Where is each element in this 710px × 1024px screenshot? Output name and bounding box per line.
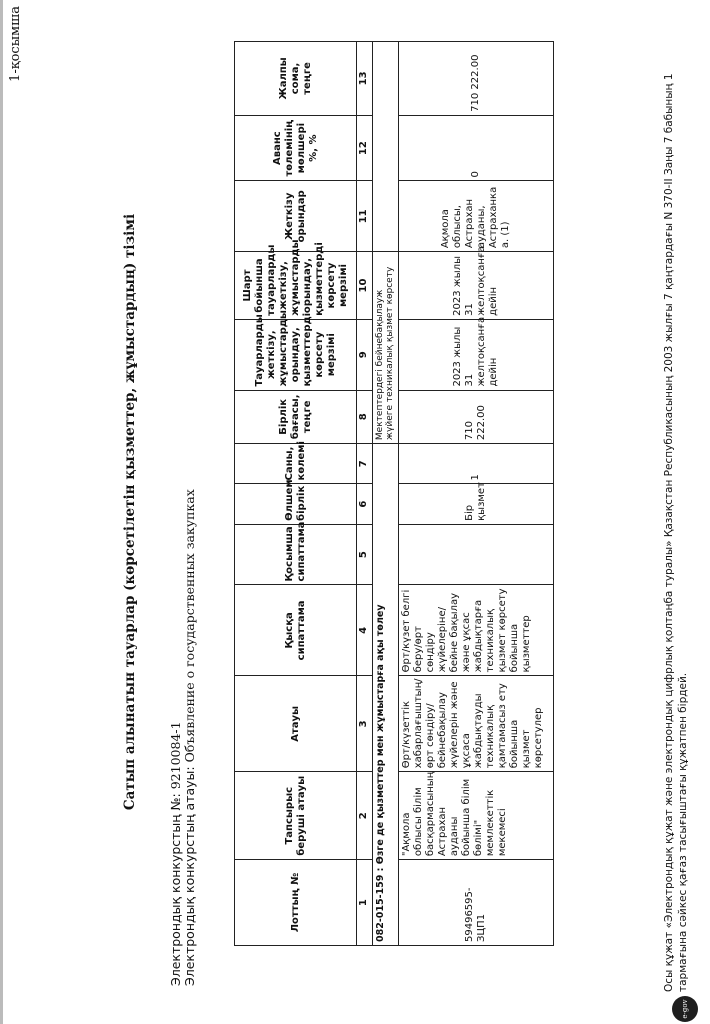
column-number: 10: [357, 252, 373, 320]
col-header: Жалпы сома, теңге: [235, 42, 357, 116]
item-name: Өрт/күзеттік хабарлағыштың/өрт сөндіру/бейнебақылау жүйелерін және ұқсаса жабдықтауды техникалық қамтамасыз ету бойынша қызмет көрсетулер: [398, 676, 553, 772]
col-header: Қысқа сипаттама: [235, 585, 357, 676]
page-title: Сатып алынатын тауарлар (көрсетілетін қызметтер, жұмыстардың) тізімі: [122, 213, 138, 811]
total-sum: 710 222.00: [398, 42, 553, 116]
column-number: 12: [357, 115, 373, 181]
table-row: [398, 42, 553, 946]
short-description: Өрт/күзет белгі беру/өрт сөндіру жүйелеріне/бейне бақылау және ұқсас жабдықтарға техникалық қызмет көрсету бойынша қызметтер: [398, 585, 553, 676]
col-header: Тауарларды жеткізу, жұмыстарды орындау, қызметтерді көрсету мерзімі: [235, 319, 357, 390]
column-number: 4: [357, 585, 373, 676]
contest-name: Объявление о государственных закупках: [182, 489, 197, 763]
customer-name: "Ақмола облысы білім басқармасының Астрахан ауданы бойынша білім бөлімі" мемлекеттік мекемесі: [398, 772, 553, 860]
contest-name-line: [182, 489, 197, 986]
unit: Бір қызмет: [398, 484, 553, 524]
section-code-name: 082-015-159 : Өзге де қызметтер мен жұмыстарға ақы төлеу: [373, 444, 399, 946]
contest-number-line: [168, 721, 183, 986]
contest-number: 9210084-1: [168, 721, 183, 790]
unit-price: 710 222.00: [398, 390, 553, 444]
column-number: 7: [357, 444, 373, 484]
section-empty-cell: [373, 42, 399, 252]
col-header: Саны, көлемі: [235, 444, 357, 484]
col-header: Шарт бойынша тауарларды жеткізу, жұмыстарды орындау, қызметтерді көрсету мерзімі: [235, 252, 357, 320]
footer-text: Осы құжат «Электрондық құжат және электрондық цифрлық қолтаңба туралы» Қазақстан Республикасының 2003 жылғы 7 қаңтардағы N 370-II Заңы 7 бабының 1 тармағына сәйкес қағаз тасығыштағы құжатпен бірдей.: [663, 73, 690, 992]
contract-term: 2023 жылы 31 желтоқсанға дейін: [398, 252, 553, 320]
section-row: [373, 42, 399, 946]
col-header: Қосымша сипаттама: [235, 524, 357, 585]
column-number-row: [357, 42, 373, 946]
col-header: Бірлік бағасы, теңге: [235, 390, 357, 444]
extra-description: [398, 524, 553, 585]
col-header: Жеткізу орындар: [235, 181, 357, 252]
header-row: [235, 42, 357, 946]
annex-label: 1-қосымша: [8, 6, 23, 82]
column-number: 3: [357, 676, 373, 772]
column-number: 5: [357, 524, 373, 585]
subsection-name: Мектептердегі бейнебақылауж жүйеге техникалық қызмет көрсету: [373, 252, 399, 444]
delivery-place: Ақмола облысы, Астрахан ауданы, Астраханка а. (1): [398, 181, 553, 252]
col-header: Аванс төлемінің мөлшері %, %: [235, 115, 357, 181]
lot-number: 59496595-ЗЦП1: [398, 860, 553, 946]
quantity: 1: [398, 444, 553, 484]
lots-table: [234, 41, 554, 946]
column-number: 1: [357, 860, 373, 946]
footer-note: [662, 22, 690, 1002]
column-number: 13: [357, 42, 373, 116]
column-number: 9: [357, 319, 373, 390]
egov-logo-icon: e-gov: [672, 996, 698, 1022]
contest-name-label: Электрондық конкурстың атауы:: [182, 766, 197, 986]
advance-percent: 0: [398, 115, 553, 181]
column-number: 6: [357, 484, 373, 524]
column-number: 8: [357, 390, 373, 444]
delivery-term: 2023 жылы 31 желтоқсанға дейін: [398, 319, 553, 390]
col-header: Өлшем бірлік: [235, 484, 357, 524]
col-header: Лоттың №: [235, 860, 357, 946]
contest-number-label: Электрондық конкурстың №:: [168, 793, 183, 986]
column-number: 11: [357, 181, 373, 252]
col-header: Тапсырыс берушi атауы: [235, 772, 357, 860]
column-number: 2: [357, 772, 373, 860]
col-header: Атауы: [235, 676, 357, 772]
